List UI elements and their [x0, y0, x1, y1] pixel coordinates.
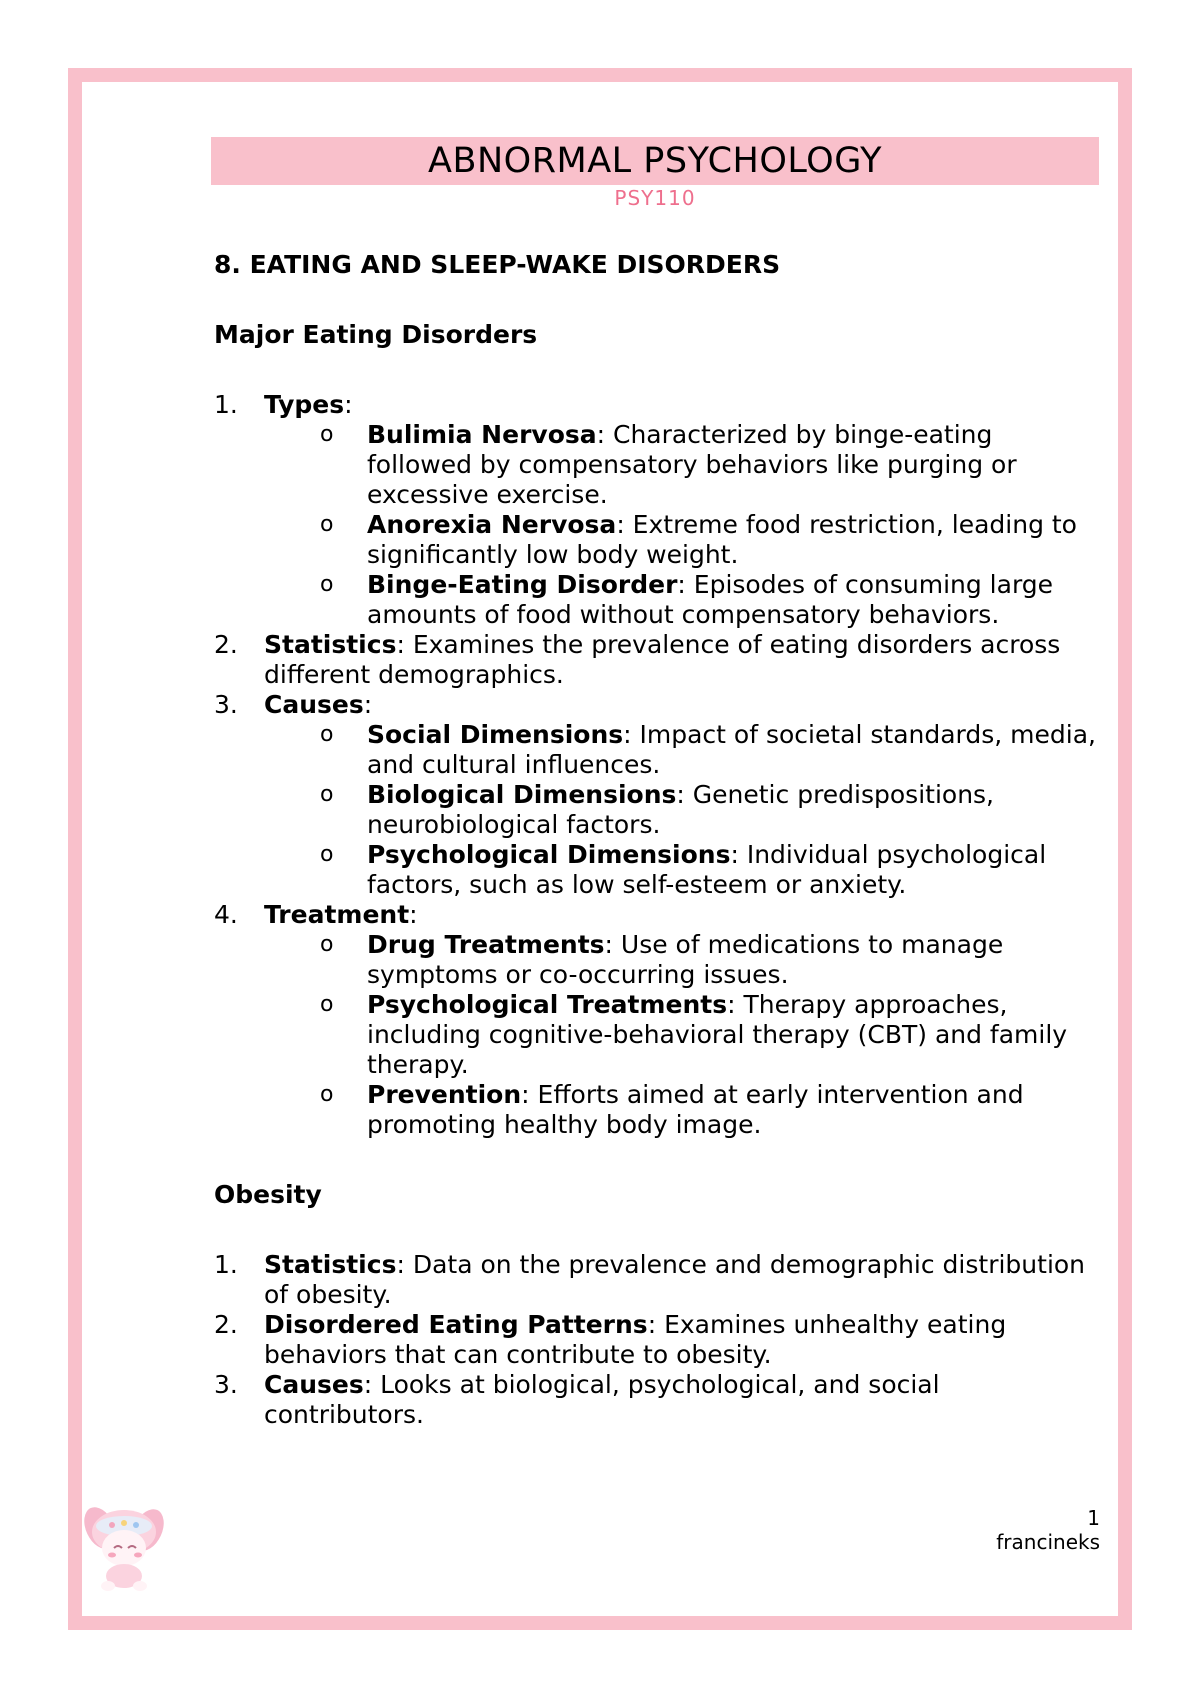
sub-list-item	[264, 780, 1104, 840]
bullet-icon: o	[320, 722, 334, 747]
sub-text: : Therapy approaches, including cognitive-behavioral therapy (CBT) and family therapy.	[367, 990, 1068, 1079]
sub-list-item	[264, 420, 1104, 510]
list-number: 1.	[214, 390, 238, 419]
sub-term: Prevention	[367, 1080, 522, 1109]
document-body	[214, 250, 1104, 1430]
list-item	[214, 1370, 1104, 1430]
list-item	[214, 390, 1104, 630]
list-item	[214, 1310, 1104, 1370]
sub-text: : Extreme food restriction, leading to significantly low body weight.	[367, 510, 1077, 569]
list-text: : Examines the prevalence of eating disorders across different demographics.	[264, 630, 1061, 689]
list-number: 1.	[214, 1250, 238, 1279]
sub-text: : Efforts aimed at early intervention and promoting healthy body image.	[367, 1080, 1024, 1139]
bullet-icon: o	[320, 422, 334, 447]
course-code: PSY110	[614, 186, 696, 210]
list-term: Causes	[264, 1370, 364, 1399]
list-text: : Looks at biological, psychological, and social contributors.	[264, 1370, 940, 1429]
list-text: : Examines unhealthy eating behaviors that can contribute to obesity.	[264, 1310, 1007, 1369]
list-number: 2.	[214, 630, 238, 659]
sub-term: Biological Dimensions	[367, 780, 677, 809]
title-band	[211, 137, 1099, 185]
list-text: :	[344, 390, 353, 419]
page-title: ABNORMAL PSYCHOLOGY	[428, 141, 882, 181]
chapter-title: 8. EATING AND SLEEP-WAKE DISORDERS	[214, 250, 781, 279]
section-heading-major-eating: Major Eating Disorders	[214, 320, 538, 349]
bullet-icon: o	[320, 992, 334, 1017]
list-text: : Data on the prevalence and demographic distribution of obesity.	[264, 1250, 1086, 1309]
sub-term: Psychological Treatments	[367, 990, 728, 1019]
bullet-icon: o	[320, 782, 334, 807]
list-item	[214, 630, 1104, 690]
list-item	[214, 1250, 1104, 1310]
bullet-icon: o	[320, 572, 334, 597]
list-term: Causes	[264, 690, 364, 719]
page-number: 1	[1087, 1506, 1100, 1530]
list-term: Statistics	[264, 1250, 397, 1279]
bullet-icon: o	[320, 932, 334, 957]
sub-list-item	[264, 840, 1104, 900]
list-text: :	[409, 900, 418, 929]
list-number: 3.	[214, 690, 238, 719]
list-term: Statistics	[264, 630, 397, 659]
sub-text: : Individual psychological factors, such as low self-esteem or anxiety.	[367, 840, 1047, 899]
sub-text: : Use of medications to manage symptoms or co-occurring issues.	[367, 930, 1004, 989]
sub-list	[264, 420, 1104, 630]
list-item	[214, 900, 1104, 1140]
list-term: Treatment	[264, 900, 410, 929]
author-name: francineks	[996, 1530, 1100, 1554]
list-term: Disordered Eating Patterns	[264, 1310, 648, 1339]
sub-text: : Genetic predispositions, neurobiological factors.	[367, 780, 995, 839]
sub-text: : Impact of societal standards, media, and cultural influences.	[367, 720, 1096, 779]
sub-list-item	[264, 720, 1104, 780]
sub-term: Anorexia Nervosa	[367, 510, 617, 539]
list-term: Types	[264, 390, 345, 419]
sub-list-item	[264, 990, 1104, 1080]
obesity-list	[214, 1250, 1104, 1430]
sub-term: Social Dimensions	[367, 720, 624, 749]
sub-list-item	[264, 510, 1104, 570]
sub-list-item	[264, 570, 1104, 630]
section-heading-obesity: Obesity	[214, 1180, 322, 1209]
sub-list	[264, 930, 1104, 1140]
list-text: :	[363, 690, 373, 719]
bullet-icon: o	[320, 842, 334, 867]
sub-term: Psychological Dimensions	[367, 840, 731, 869]
sub-list-item	[264, 1080, 1104, 1140]
sub-list-item	[264, 930, 1104, 990]
page-footer	[996, 1506, 1100, 1554]
sub-term: Bulimia Nervosa	[367, 420, 597, 449]
sub-text: : Characterized by binge-eating followed by compensatory behaviors like purging or excessive exercise.	[367, 420, 1017, 509]
pink-bunny-mascot-icon	[78, 1498, 174, 1594]
bullet-icon: o	[320, 1082, 334, 1107]
list-number: 2.	[214, 1310, 238, 1339]
list-number: 4.	[214, 900, 238, 929]
sub-text: : Episodes of consuming large amounts of food without compensatory behaviors.	[367, 570, 1054, 629]
list-item	[214, 690, 1104, 900]
major-eating-list	[214, 390, 1104, 1140]
sub-term: Binge-Eating Disorder	[367, 570, 678, 599]
list-number: 3.	[214, 1370, 238, 1399]
sub-term: Drug Treatments	[367, 930, 605, 959]
sub-list	[264, 720, 1104, 900]
bullet-icon: o	[320, 512, 334, 537]
